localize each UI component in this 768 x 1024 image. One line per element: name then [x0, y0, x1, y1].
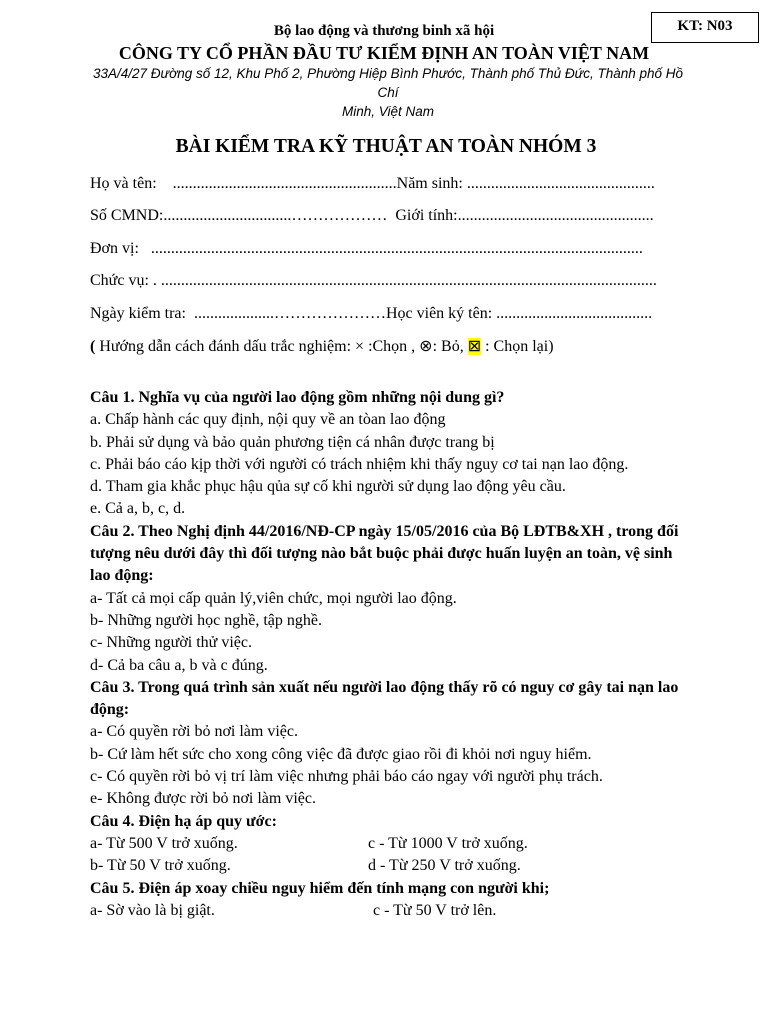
ministry-name: Bộ lao động và thương binh xã hội: [273, 23, 495, 39]
question-1-option-b: b. Phải sử dụng và bảo quản phương tiện cá nhân được trang bị: [90, 433, 495, 451]
company-address: [88, 64, 688, 121]
guide-open-paren: (: [90, 338, 96, 355]
question-5-row-1: [90, 900, 690, 922]
reselect-mark-icon: ⊠: [467, 338, 482, 355]
question-4-row-1: [90, 833, 690, 855]
exam-title: BÀI KIỂM TRA KỸ THUẬT AN TOÀN NHÓM 3: [175, 136, 597, 157]
question-4-option-c: c - Từ 1000 V trở xuống.: [368, 834, 528, 852]
question-4-lead: Câu 4: [90, 812, 131, 830]
question-1-option-d: d. Tham gia khắc phục hậu qủa sự cố khi người sử dụng lao động yêu cầu.: [90, 478, 566, 496]
question-4-rest: . Điện hạ áp quy ước:: [130, 812, 277, 830]
question-5-title: Câu 5. Điện áp xoay chiều nguy hiểm đến tính mạng con người khi;: [90, 879, 550, 897]
question-3-option-e: e- Không được rời bỏ nơi làm việc.: [90, 790, 316, 808]
address-line-1: 33A/4/27 Đường số 12, Khu Phố 2, Phường Hiệp Bình Phước, Thành phố Thủ Đức, Thành phố Hồ Chí: [92, 66, 684, 100]
question-2-option-b: b- Những người học nghề, tập nghề.: [90, 611, 322, 629]
field-position: Chức vụ: . ............................................................................................................................: [90, 272, 657, 289]
question-2-option-a: a- Tất cả mọi cấp quản lý,viên chức, mọi người lao động.: [90, 589, 457, 607]
document-code-box: KT: N03: [651, 12, 759, 43]
question-5-option-a: a- Sờ vào là bị giật.: [90, 901, 215, 919]
guide-text: Hướng dẫn cách đánh dấu trắc nghiệm: × :Chọn , ⊗: Bỏ,: [95, 338, 468, 355]
question-3-title: Câu 3. Trong quá trình sản xuất nếu người lao động thấy rõ có nguy cơ gây tai nạn lao động:: [90, 678, 679, 719]
guide-suffix: : Chọn lại): [481, 338, 554, 355]
question-2-option-c: c- Những người thử việc.: [90, 634, 252, 652]
question-1-option-e: e. Cả a, b, c, d.: [90, 500, 186, 518]
question-1-option-a: a. Chấp hành các quy định, nội quy về an tòan lao động: [90, 411, 446, 429]
question-1-title: Câu 1. Nghĩa vụ của người lao động gồm những nội dung gì?: [90, 389, 505, 406]
question-4-option-b: b- Từ 50 V trở xuống.: [90, 857, 231, 875]
field-name-birthyear: Họ và tên: ........................................................Năm sinh: ...............................................: [90, 175, 655, 192]
question-4-title: [90, 811, 690, 833]
question-4-row-2: [90, 855, 690, 877]
field-date-signature: Ngày kiểm tra: ....................…………………Học viên ký tên: .......................................: [90, 305, 653, 322]
question-3-option-a: a- Có quyền rời bỏ nơi làm việc.: [90, 723, 298, 741]
question-2-option-d: d- Cả ba câu a, b và c đúng.: [90, 656, 268, 674]
marking-guide: [90, 336, 554, 356]
company-name: CÔNG TY CỔ PHẦN ĐẦU TƯ KIỂM ĐỊNH AN TOÀN VIỆT NAM: [118, 43, 650, 63]
field-unit: Đơn vị: ...........................................................................................................................: [90, 240, 643, 257]
question-1-option-c: c. Phải báo cáo kịp thời với người có trách nhiệm khi thấy nguy cơ tai nạn lao động.: [90, 455, 629, 473]
question-5-option-c: c - Từ 50 V trở lên.: [373, 901, 497, 919]
question-3-option-b: b- Cứ làm hết sức cho xong công việc đã được giao rồi đi khỏi nơi nguy hiểm.: [90, 745, 592, 763]
questions-body: [90, 387, 690, 922]
question-2-title: Câu 2. Theo Nghị định 44/2016/NĐ-CP ngày 15/05/2016 của Bộ LĐTB&XH , trong đối tượng nêu dưới đây thì đối tượng nào bắt buộc phải được huấn luyện an toàn, vệ sinh lao động:: [90, 522, 679, 585]
question-4-option-d: d - Từ 250 V trở xuống.: [368, 857, 521, 875]
address-line-2: Minh, Việt Nam: [341, 104, 435, 119]
field-id-gender: Số CMND:................................……………… Giới tính:.................................................: [90, 207, 654, 224]
question-3-option-c: c- Có quyền rời bỏ vị trí làm việc nhưng phải báo cáo ngay với người phụ trách.: [90, 768, 603, 786]
question-4-option-a: a- Từ 500 V trở xuống.: [90, 834, 238, 852]
